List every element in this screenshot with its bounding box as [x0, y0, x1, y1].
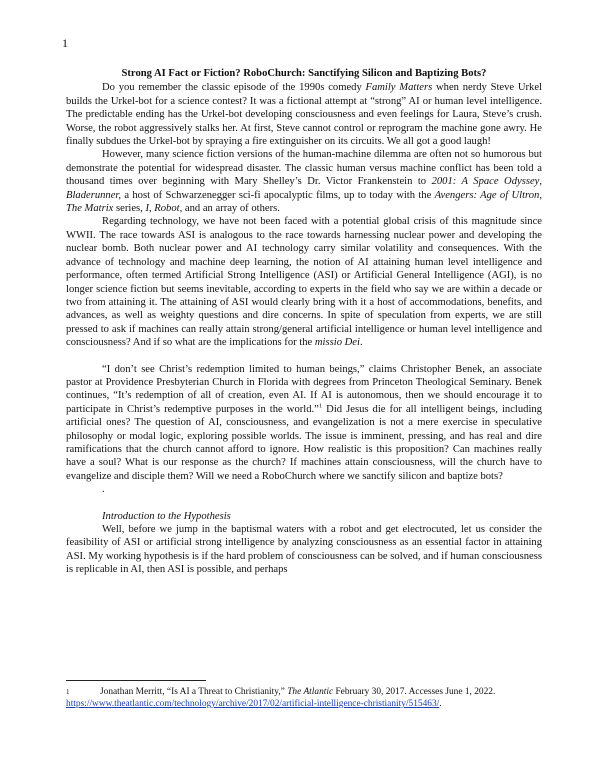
- footnote-ref[interactable]: 1: [318, 402, 323, 410]
- paper-title: Strong AI Fact or Fiction? RoboChurch: Sanctifying Silicon and Baptizing Bots?: [121, 68, 487, 79]
- paragraph-5: Well, before we jump in the baptismal waters with a robot and get electrocuted, let us consider the feasibility of ASI or artificial strong intelligence by analyzing consciousness as an essential factor in attaining ASI. My working hypothesis is if the hard problem of consciousness can be solved, and if human consciousness is replicable in AI, then ASI is possible, and perhaps: [66, 524, 542, 576]
- footnote-link[interactable]: https://www.theatlantic.com/technology/archive/2017/02/artificial-intelligence-christianity/515463/: [66, 699, 440, 709]
- footnote-divider: [66, 680, 206, 681]
- footnote-number: 1: [66, 688, 70, 696]
- paragraph-4: “I don’t see Christ’s redemption limited to human beings,” claims Christopher Benek, an associate pastor at Providence Presbyterian Church in Florida with degrees from Princeton Theological Seminary. Benek continues, “It’s redemption of all of creation, even AI. If AI is autonomous, then we should encourage it to participate in Christ’s redemptive purposes in the world.”$^1$ Did Jesus die for all intelligent beings, including artificial ones? The question of AI, consciousness, and evangelization is not a mere exercise in speculative philosophy or modal logic, exploring possible worlds. The issue is imminent, pressing, and has real and dire ramifications that the church cannot afford to ignore. How realistic is this proposition? Can machines really have a soul? What is our response as the church? If machines attain consciousness, will the church have to evangelize and disciple them? Will we need a RoboChurch where we sanctify silicon and baptize bots?: [66, 363, 542, 482]
- paragraph-1: Do you remember the classic episode of the 1990s comedy Family Matters when nerdy Steve Urkel builds the Urkel-bot for a science contest? It was a fictional attempt at “strong” AI or human level intelligence. The predictable ending has the Urkel-bot developing consciousness and even feelings for Laura, Steve’s crush. Worse, the robot aggressively stalks her. At first, Steve cannot control or reprogram the machine gone awry. He finally subdues the Urkel-bot by spraying a fire extinguisher on its circuits. We all got a good laugh!: [66, 82, 542, 148]
- footnote: 1 Jonathan Merritt, “Is AI a Threat to Christianity,” The Atlantic February 30, 2017. Accesses June 1, 2022. https://www.theatlantic.com/technology/archive/2017/02/artificial-intelligence-christianity/515463/.: [66, 687, 496, 709]
- page-number: 1: [62, 36, 68, 50]
- paragraph-2: However, many science fiction versions of the human-machine dilemma are often not so humorous but demonstrate the potential for widespread disaster. The classic human versus machine conflict has been told a thousand times over beginning with Mary Shelley’s Dr. Victor Frankenstein to 2001: A Space Odyssey, Bladerunner, a host of Schwarzenegger sci-fi apocalyptic films, up to today with the Avengers: Age of Ultron, The Matrix series, I, Robot, and an array of others.: [66, 149, 543, 215]
- stray-dot: .: [102, 484, 105, 496]
- paragraph-3: Regarding technology, we have not been faced with a potential global crisis of this magnitude since WWII. The race towards ASI is analogous to the race towards harnessing nuclear power and developing the nuclear bomb. Both nuclear power and AI technology carry similar volatility and consequences. With the advance of technology and machine deep learning, the notion of AI attaining human level intelligence and performance, often termed Artificial Strong Intelligence (ASI) or Artificial General Intelligence (AGI), is no longer science fiction but seems inevitable, according to experts in the field who say we are within a decade or two from attaining it. The attaining of ASI would clearly bring with it a host of accommodations, benefits, and advances, as well as weighty questions and dire concerns. In spite of speculation from experts, we are still pressed to ask if machines can really attain strong/general artificial intelligence or human level intelligence and consciousness? And if so what are the implications for the missio Dei.: [66, 216, 542, 349]
- body-text: [66, 67, 542, 577]
- section-heading: Introduction to the Hypothesis: [102, 510, 231, 522]
